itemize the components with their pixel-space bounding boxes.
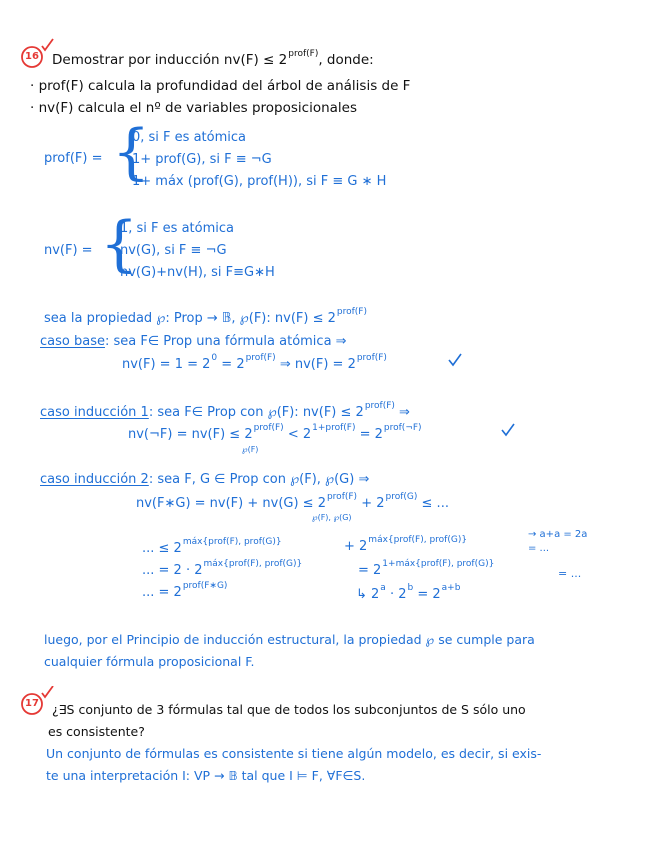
prof-brace: {	[112, 117, 151, 187]
induction-case-2-label: caso inducción 2	[40, 472, 149, 487]
exercise-17-question-line-1: ¿∃S conjunto de 3 fórmulas tal que de todos los subconjuntos de S sólo uno	[52, 702, 526, 717]
prof-case-atomic: 0, si F es atómica	[132, 130, 246, 145]
nv-case-binary: nv(G)+nv(H), si F≡G∗H	[120, 265, 275, 280]
base-case-equation: $nv(F) = 1 = 2^0 = 2^{prof(F)}$ ⇒ $nv(F) = 2^{prof(F)}$	[122, 353, 387, 372]
check-mark-icon	[447, 352, 463, 368]
induction-case-1-equation: nv(¬F) = $nv(F) \le 2^{prof(F)} < 2^{1+prof(F)} = 2^{prof(\neg F)}$	[128, 423, 422, 442]
conclusion-line-2: cualquier fórmula proposicional F.	[44, 654, 255, 669]
property-statement: sea la propiedad ℘: Prop → 𝔹, ℘(F): $nv(F) \le 2^{prof(F)}$	[44, 307, 367, 326]
step-1-note: → a+a = 2a	[528, 529, 588, 540]
prof-case-binary: 1+ máx (prof(G), prof(H)), si F ≡ G ∗ H	[132, 174, 387, 189]
step-3-left: ... = $2^{prof(F∗G)}$	[142, 581, 228, 600]
base-case-line: caso base: sea F∈ Prop una fórmula atómica ⇒	[40, 334, 347, 349]
step-2-left: ... = $2 \cdot 2^{máx\{prof(F), prof(G)\}}$	[142, 559, 303, 578]
prof-case-negation: 1+ prof(G), si F ≡ ¬G	[132, 152, 272, 167]
nv-case-negation: nv(G), si F ≡ ¬G	[120, 243, 227, 258]
nv-case-atomic: 1, si F es atómica	[120, 221, 234, 236]
nv-definition-lhs: nv(F) =	[44, 243, 93, 258]
prof-definition-lhs: prof(F) =	[44, 151, 103, 166]
step-2-right: = $2^{1+máx\{prof(F), prof(G)\}}$	[358, 559, 495, 578]
base-case-label: caso base	[40, 334, 105, 349]
bullet-nv-definition: · nv(F) calcula el nº de variables proposicionales	[30, 100, 358, 116]
nv-brace: {	[100, 209, 139, 279]
exercise-17-question-line-2: es consistente?	[48, 724, 145, 739]
induction-case-2-line: caso inducción 2: sea F, G ∈ Prop con ℘(F), ℘(G) ⇒	[40, 472, 370, 487]
conclusion-line-1: luego, por el Principio de inducción estructural, la propiedad ℘ se cumple para	[44, 632, 535, 647]
step-1-continuation: = ...	[528, 543, 550, 554]
induction-case-2-equation: nv(F∗G) = $nv(F) + nv(G) \le 2^{prof(F)} + 2^{prof(G)}$ ≤ ...	[136, 492, 449, 511]
exercise-17-answer-line-1: Un conjunto de fórmulas es consistente si tiene algún modelo, es decir, si exis-	[46, 746, 542, 761]
check-mark-icon	[500, 422, 516, 438]
induction-hypothesis-note-2: ℘(F), ℘(G)	[312, 513, 352, 522]
step-1-left: ... ≤ $2^{máx\{prof(F), prof(G)\}}$	[142, 537, 282, 556]
induction-case-1-label: caso inducción 1	[40, 405, 149, 420]
step-3-right: ↳ $2^a \cdot 2^b = 2^{a+b}$	[356, 583, 461, 602]
induction-case-1-line: caso inducción 1: sea F∈ Prop con ℘(F): $nv(F) \le 2^{prof(F)}$ ⇒	[40, 401, 410, 420]
induction-hypothesis-note-1: ℘(F)	[242, 445, 259, 454]
step-2-continuation: = ...	[558, 567, 582, 580]
exercise-number-17: 17	[25, 698, 39, 709]
step-1-right: + $2^{máx\{prof(F), prof(G)\}}$	[344, 535, 468, 554]
exercise-16-statement: Demostrar por inducción $nv(F) \le 2^{prof(F)}$, donde:	[52, 49, 374, 68]
exercise-number-16: 16	[25, 51, 39, 62]
exercise-17-answer-line-2: te una interpretación I: VP → 𝔹 tal que I ⊨ F, ∀F∈S.	[46, 768, 366, 783]
bullet-prof-definition: · prof(F) calcula la profundidad del árbol de análisis de F	[30, 78, 411, 94]
